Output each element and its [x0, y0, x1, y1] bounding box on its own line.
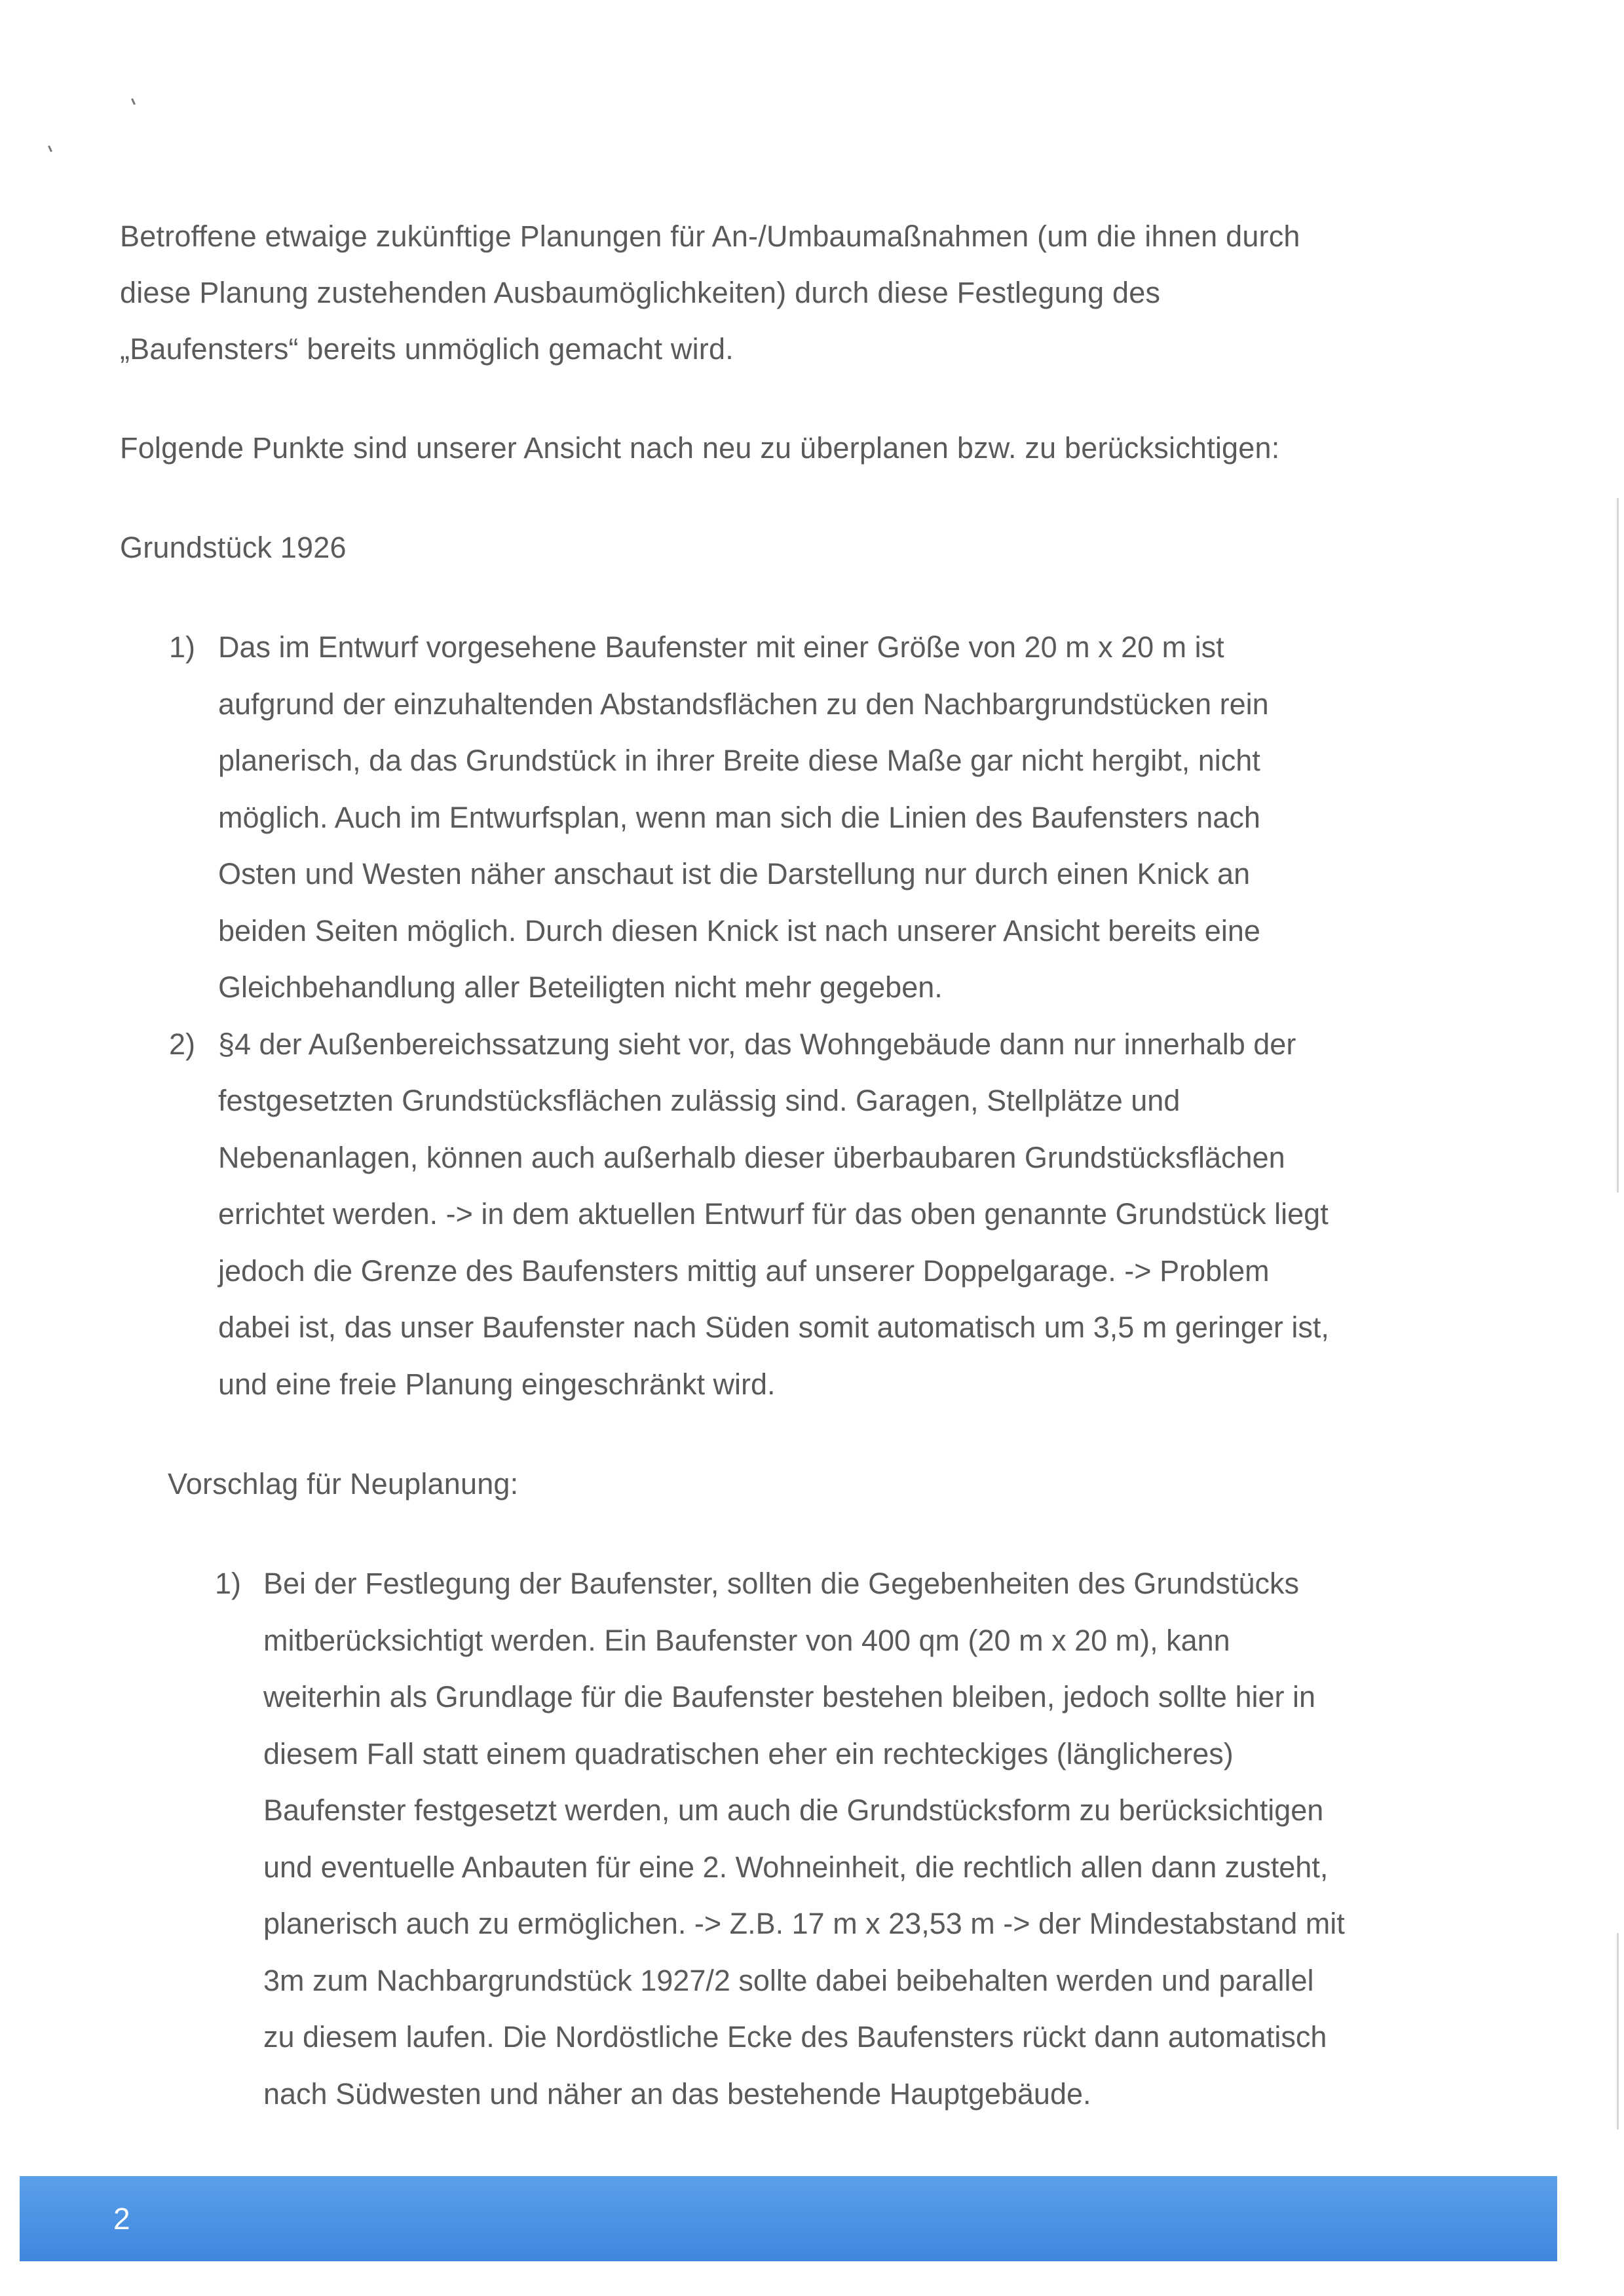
text-line: Bei der Festlegung der Baufenster, sollten die Gegebenheiten des Grundstücks	[263, 1567, 1299, 1600]
text-line: beiden Seiten möglich. Durch diesen Knick ist nach unserer Ansicht bereits eine	[218, 913, 1260, 947]
points-intro	[120, 420, 1496, 476]
proposal-heading	[168, 1456, 1543, 1512]
text-line: weiterhin als Grundlage für die Baufenster bestehen bleiben, jedoch sollte hier in	[263, 1680, 1316, 1713]
list-item-text	[263, 1556, 1525, 2122]
list-number: 1)	[215, 1567, 242, 1600]
footer-bar	[20, 2176, 1557, 2261]
list-item	[169, 1016, 1479, 1413]
text-line: möglich. Auch im Entwurfsplan, wenn man sich die Linien des Baufensters nach	[218, 800, 1260, 834]
scan-edge-line	[1617, 498, 1619, 1193]
text-line: mitberücksichtigt werden. Ein Baufenster von 400 qm (20 m x 20 m), kann	[263, 1623, 1230, 1657]
text-line: diesem Fall statt einem quadratischen eher ein rechteckiges (länglicheres)	[263, 1736, 1234, 1770]
text-line: nach Südwesten und näher an das bestehende Hauptgebäude.	[263, 2076, 1091, 2111]
text-line: „Baufensters“ bereits unmöglich gemacht wird.	[120, 332, 734, 366]
text-line: §4 der Außenbereichssatzung sieht vor, das Wohngebäude dann nur innerhalb der	[218, 1027, 1296, 1061]
text-line: Gleichbehandlung aller Beteiligten nicht mehr gegeben.	[218, 970, 943, 1004]
points-list	[169, 619, 1479, 1413]
list-item-text	[218, 619, 1479, 1016]
text-line: Das im Entwurf vorgesehene Baufenster mit einer Größe von 20 m x 20 m ist	[218, 630, 1224, 664]
text-line: errichtet werden. -> in dem aktuellen Entwurf für das oben genannte Grundstück liegt	[218, 1197, 1329, 1231]
text-line: festgesetzten Grundstücksflächen zulässig sind. Garagen, Stellplätze und	[218, 1084, 1180, 1117]
text-line: 3m zum Nachbargrundstück 1927/2 sollte dabei beibehalten werden und parallel	[263, 1963, 1314, 1997]
text-line: Grundstück 1926	[120, 531, 347, 564]
text-line: planerisch, da das Grundstück in ihrer Breite diese Maße gar nicht hergibt, nicht	[218, 744, 1260, 777]
scan-speck	[48, 145, 52, 152]
list-item	[169, 619, 1479, 1016]
text-line: Baufenster festgesetzt werden, um auch die Grundstücksform zu berücksichtigen	[263, 1793, 1324, 1827]
proposals-list	[215, 1556, 1525, 2122]
list-number: 2)	[169, 1027, 196, 1061]
parcel-heading	[120, 520, 1496, 576]
scan-speck	[131, 98, 136, 105]
text-line: und eventuelle Anbauten für eine 2. Wohneinheit, die rechtlich allen dann zusteht,	[263, 1850, 1329, 1884]
text-line: Betroffene etwaige zukünftige Planungen für An-/Umbaumaßnahmen (um die ihnen durch	[120, 220, 1300, 253]
scan-edge-line	[1617, 1933, 1619, 2130]
text-line: Nebenanlagen, können auch außerhalb dieser überbaubaren Grundstücksflächen	[218, 1140, 1285, 1174]
text-line: Vorschlag für Neuplanung:	[168, 1467, 519, 1501]
text-line: und eine freie Planung eingeschränkt wird.	[218, 1367, 776, 1401]
text-line: aufgrund der einzuhaltenden Abstandsflächen zu den Nachbargrundstücken rein	[218, 687, 1269, 721]
intro-paragraph	[120, 208, 1496, 377]
text-line: Folgende Punkte sind unserer Ansicht nach neu zu überplanen bzw. zu berücksichtigen:	[120, 431, 1280, 465]
page-number: 2	[113, 2202, 130, 2236]
text-line: dabei ist, das unser Baufenster nach Süden somit automatisch um 3,5 m geringer ist,	[218, 1311, 1329, 1344]
text-line: zu diesem laufen. Die Nordöstliche Ecke des Baufensters rückt dann automatisch	[263, 2020, 1327, 2054]
text-line: planerisch auch zu ermöglichen. -> Z.B. 17 m x 23,53 m -> der Mindestabstand mit	[263, 1907, 1345, 1940]
text-line: jedoch die Grenze des Baufensters mittig auf unserer Doppelgarage. -> Problem	[218, 1253, 1270, 1288]
text-line: diese Planung zustehenden Ausbaumöglichkeiten) durch diese Festlegung des	[120, 276, 1161, 309]
list-item	[215, 1556, 1525, 2122]
list-number: 1)	[169, 630, 196, 664]
list-item-text	[218, 1016, 1479, 1413]
text-line: Osten und Westen näher anschaut ist die Darstellung nur durch einen Knick an	[218, 857, 1251, 890]
